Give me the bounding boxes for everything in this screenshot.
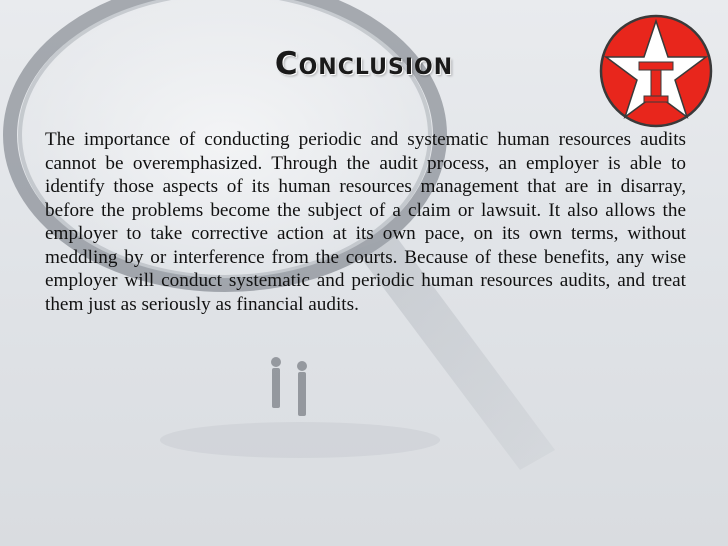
texaco-star-logo: [592, 12, 720, 130]
conclusion-paragraph: The importance of conducting periodic and systematic human resources audits cannot be overemphasized. Through the audit process, an employer is able to identify those aspects of its human resources management that are in disarray, before the problems become the subject of a claim or lawsuit. It also allows the employer to take corrective action at its own pace, on its own terms, without meddling by or interference from the courts. Because of these benefits, any wise employer will conduct systematic and periodic human resources audits, and treat them just as seriously as financial audits.: [45, 129, 686, 315]
slide-title: Conclusion: [274, 46, 454, 82]
figures-silhouette: [271, 357, 307, 416]
